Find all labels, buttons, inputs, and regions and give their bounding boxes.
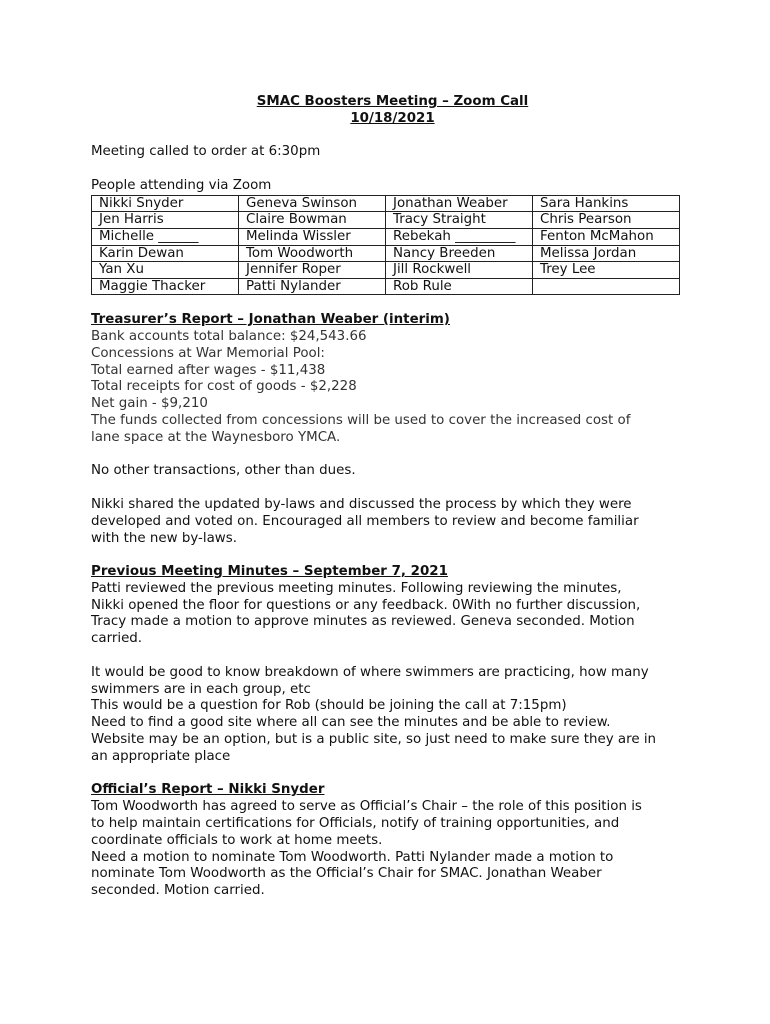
attendee-cell: Karin Dewan xyxy=(92,245,239,262)
treasurer-line: Total earned after wages - $11,438 xyxy=(91,362,326,378)
notes-line: swimmers are in each group, etc xyxy=(91,681,311,697)
minutes-line: Nikki opened the floor for questions or any feedback. 0With no further discussion, xyxy=(91,597,641,613)
bylaws-line: with the new by-laws. xyxy=(91,530,237,546)
bylaws-paragraph xyxy=(91,497,691,547)
attendee-cell: Rob Rule xyxy=(386,278,533,295)
attendee-row xyxy=(92,195,680,212)
treasurer-line: Total receipts for cost of goods - $2,228 xyxy=(91,379,357,395)
attendee-cell: Melissa Jordan xyxy=(533,245,680,262)
treasurer-line: lane space at the Waynesboro YMCA. xyxy=(91,429,341,445)
attendee-cell: Patti Nylander xyxy=(239,278,386,295)
bylaws-line: developed and voted on. Encouraged all members to review and become familiar xyxy=(91,513,639,529)
attendee-cell: Jen Harris xyxy=(92,212,239,229)
attendee-cell: Melinda Wissler xyxy=(239,228,386,245)
attendee-cell: Geneva Swinson xyxy=(239,195,386,212)
officials-report xyxy=(91,799,691,900)
attendance-label: People attending via Zoom xyxy=(91,177,272,193)
notes-line: Website may be an option, but is a public site, so just need to make sure they are in xyxy=(91,732,657,748)
treasurer-report xyxy=(91,329,691,447)
attendee-cell: Jill Rockwell xyxy=(386,262,533,279)
officials-line: to help maintain certifications for Officials, notify of training opportunities, and xyxy=(91,816,620,832)
officials-line: nominate Tom Woodworth as the Official’s Chair for SMAC. Jonathan Weaber xyxy=(91,866,602,882)
notes-line: It would be good to know breakdown of where swimmers are practicing, how many xyxy=(91,664,649,680)
officials-line: Tom Woodworth has agreed to serve as Official’s Chair – the role of this position is xyxy=(91,799,642,815)
attendee-row xyxy=(92,212,680,229)
minutes-notes xyxy=(91,665,691,766)
treasurer-line: Bank accounts total balance: $24,543.66 xyxy=(91,328,367,344)
attendee-cell: Nancy Breeden xyxy=(386,245,533,262)
attendee-cell: Yan Xu xyxy=(92,262,239,279)
attendee-cell xyxy=(533,278,680,295)
officials-line: coordinate officials to work at home meets. xyxy=(91,832,383,848)
notes-line: an appropriate place xyxy=(91,748,231,764)
attendee-cell: Michelle ______ xyxy=(92,228,239,245)
call-to-order: Meeting called to order at 6:30pm xyxy=(91,144,321,160)
notes-line: This would be a question for Rob (should be joining the call at 7:15pm) xyxy=(91,698,567,714)
attendee-row xyxy=(92,278,680,295)
minutes-heading: Previous Meeting Minutes – September 7, 2021 xyxy=(91,564,448,580)
minutes-line: Tracy made a motion to approve minutes as reviewed. Geneva seconded. Motion xyxy=(91,614,635,630)
treasurer-line: Net gain - $9,210 xyxy=(91,396,208,412)
attendee-cell: Jennifer Roper xyxy=(239,262,386,279)
officials-line: Need a motion to nominate Tom Woodworth. Patti Nylander made a motion to xyxy=(91,849,614,865)
treasurer-line: Concessions at War Memorial Pool: xyxy=(91,345,325,361)
treasurer-heading: Treasurer’s Report – Jonathan Weaber (interim) xyxy=(91,312,450,328)
meeting-date: 10/18/2021 xyxy=(350,110,435,126)
attendee-cell: Maggie Thacker xyxy=(92,278,239,295)
attendee-cell: Chris Pearson xyxy=(533,212,680,229)
attendee-row xyxy=(92,228,680,245)
attendee-cell: Trey Lee xyxy=(533,262,680,279)
notes-line: Need to find a good site where all can see the minutes and be able to review. xyxy=(91,715,611,731)
attendee-row xyxy=(92,245,680,262)
attendee-cell: Nikki Snyder xyxy=(92,195,239,212)
minutes-line: Patti reviewed the previous meeting minutes. Following reviewing the minutes, xyxy=(91,580,622,596)
attendance-table xyxy=(91,195,680,296)
minutes-paragraph xyxy=(91,581,691,648)
attendee-cell: Claire Bowman xyxy=(239,212,386,229)
officials-heading: Official’s Report – Nikki Snyder xyxy=(91,782,325,798)
attendee-cell: Rebekah _________ xyxy=(386,228,533,245)
document-content xyxy=(91,94,691,900)
other-transactions: No other transactions, other than dues. xyxy=(91,463,356,479)
attendee-cell: Jonathan Weaber xyxy=(386,195,533,212)
attendee-row xyxy=(92,262,680,279)
minutes-line: carried. xyxy=(91,631,143,647)
officials-line: seconded. Motion carried. xyxy=(91,883,265,899)
treasurer-line: The funds collected from concessions will be used to cover the increased cost of xyxy=(91,412,631,428)
bylaws-line: Nikki shared the updated by-laws and discussed the process by which they were xyxy=(91,496,632,512)
attendee-cell: Tracy Straight xyxy=(386,212,533,229)
attendee-cell: Fenton McMahon xyxy=(533,228,680,245)
attendee-cell: Tom Woodworth xyxy=(239,245,386,262)
attendee-cell: Sara Hankins xyxy=(533,195,680,212)
meeting-title: SMAC Boosters Meeting – Zoom Call xyxy=(256,94,529,109)
